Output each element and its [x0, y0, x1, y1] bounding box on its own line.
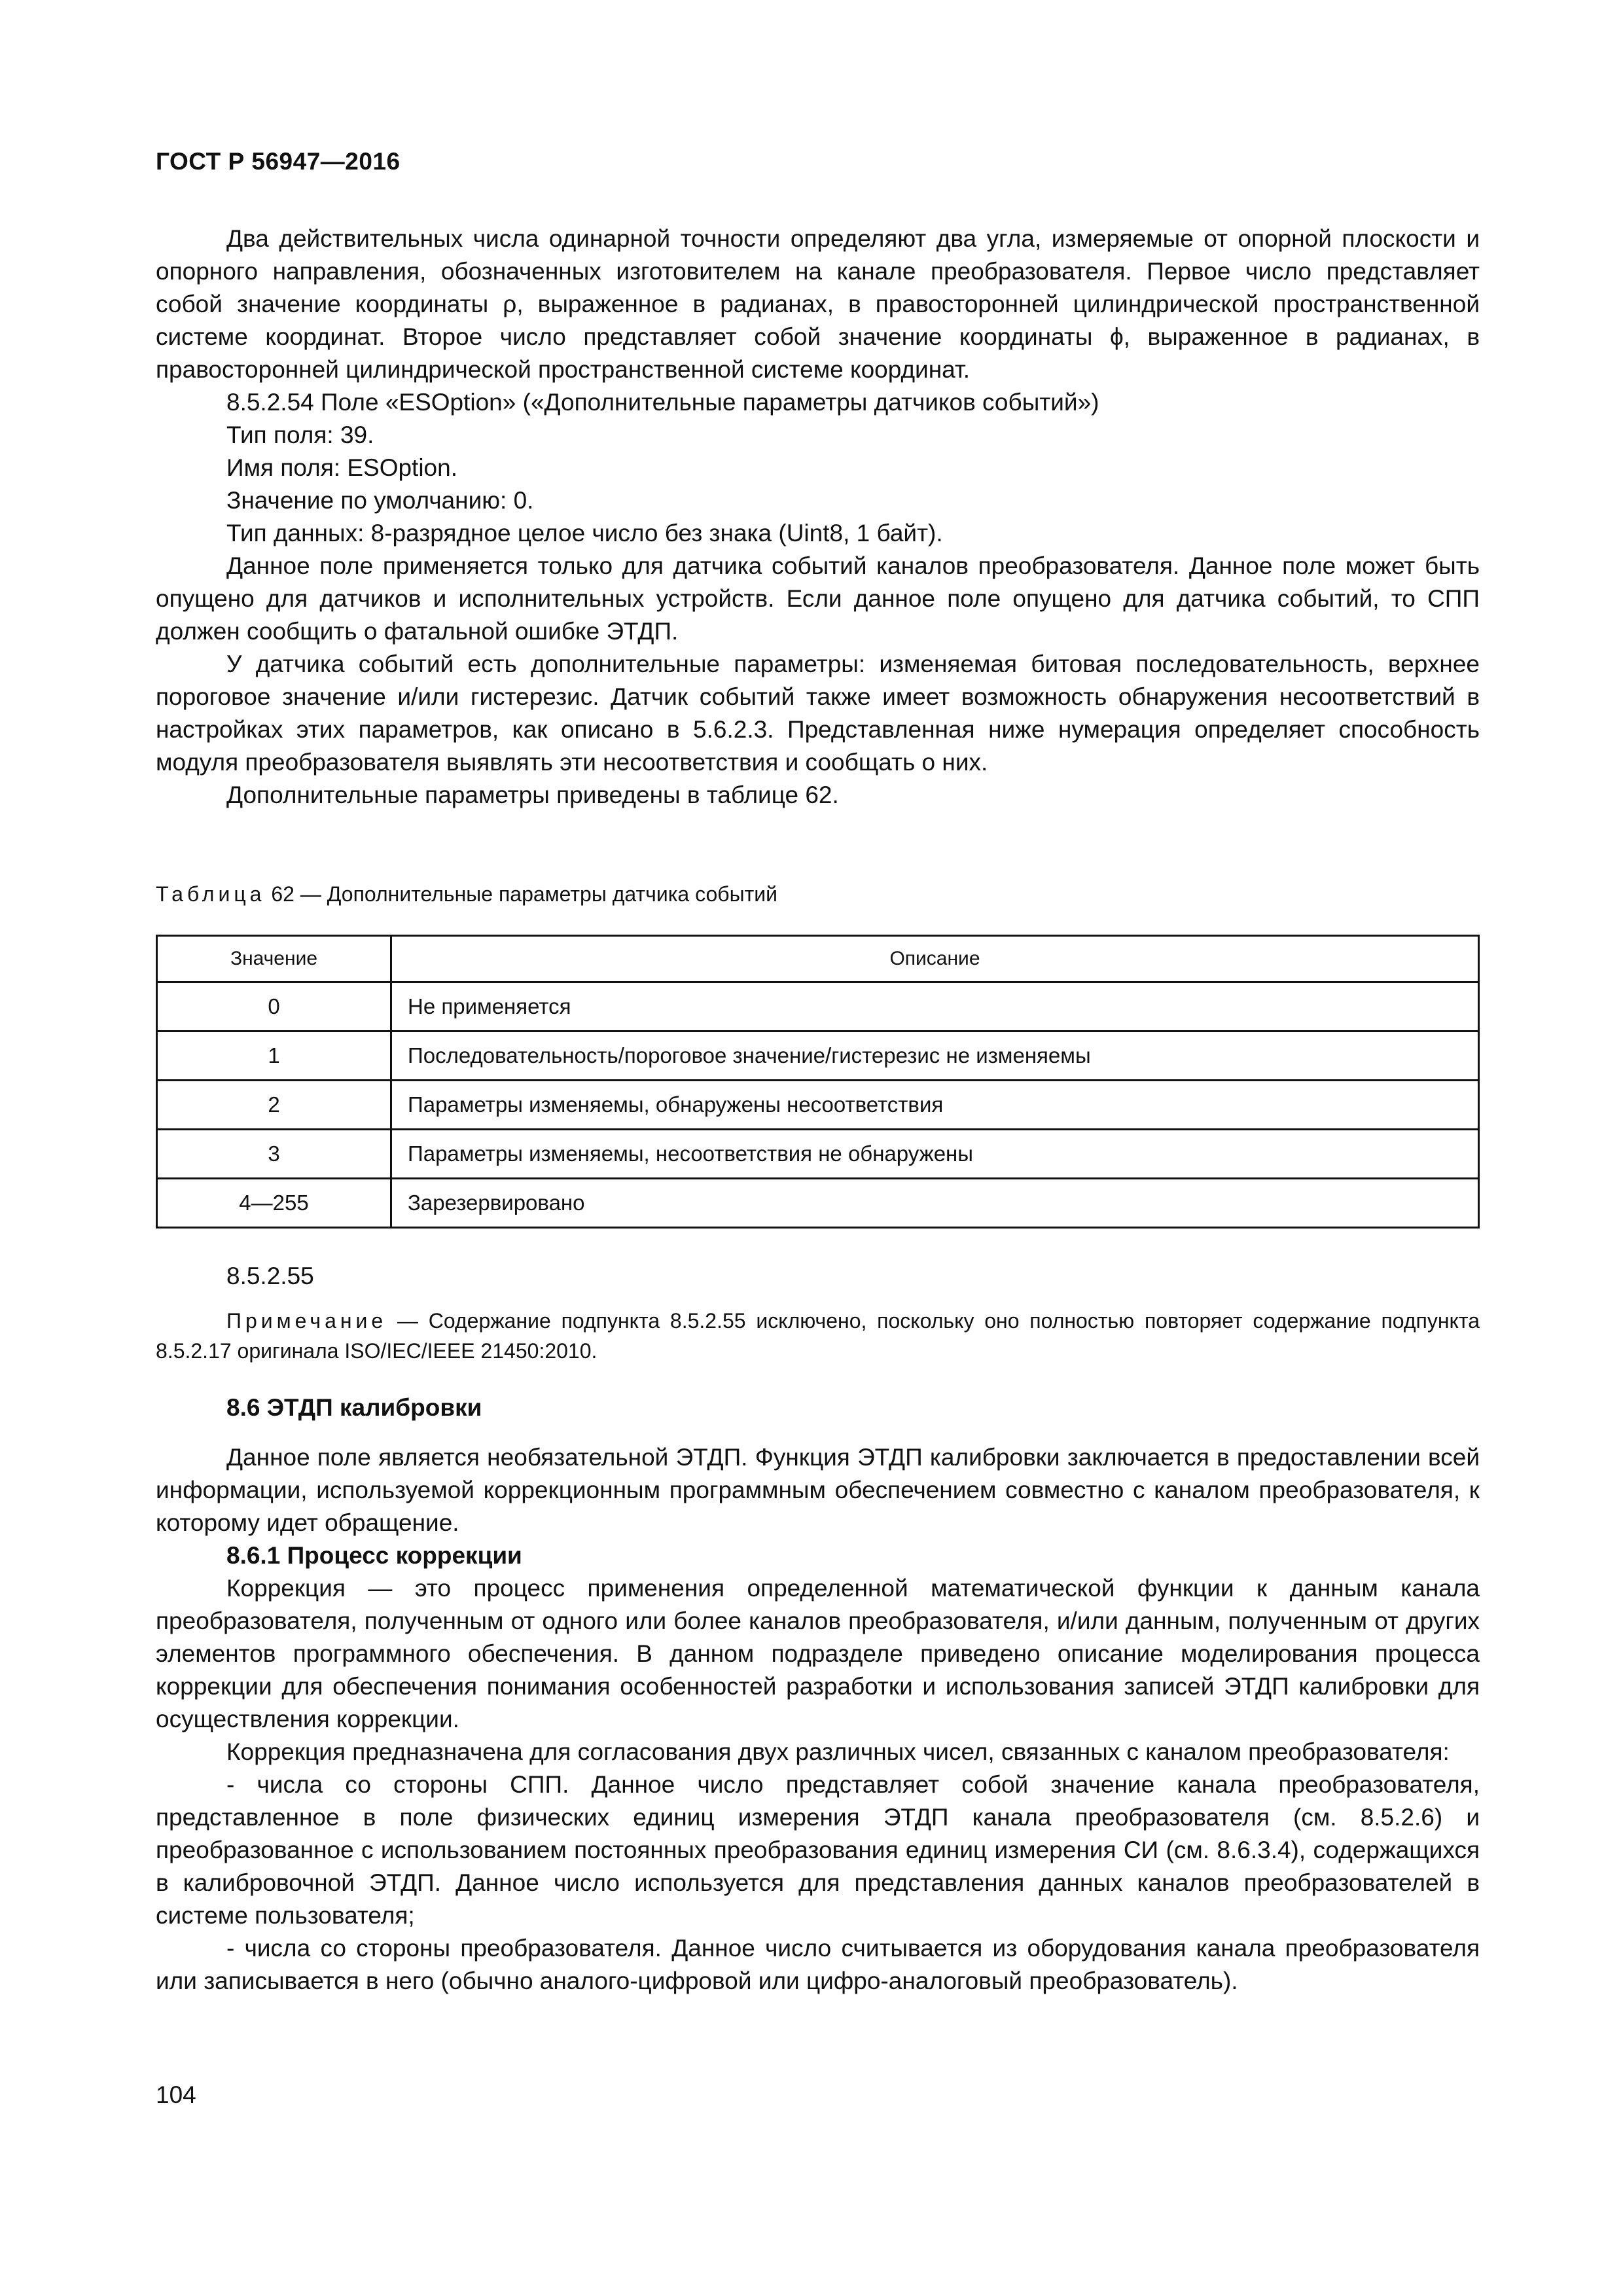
- cell-value: 4—255: [157, 1179, 391, 1228]
- clause-8-5-2-55: [156, 1260, 1480, 1293]
- note-text: — Содержание подпункта 8.5.2.55 исключено, поскольку оно полностью повторяет содержание подпункта 8.5.2.17 оригинала ISO/IEC/IEEE 21450:2010.: [156, 1309, 1480, 1363]
- cell-description: Параметры изменяемы, обнаружены несоответствия: [391, 1081, 1479, 1130]
- paragraph-calibration: Данное поле является необязательной ЭТДП. Функция ЭТДП калибровки заключается в предоставлении всей информации, используемой коррекционным программным обеспечением совместно с каналом преобразователя, к которому идет обращение.: [156, 1444, 1480, 1536]
- cell-description: Последовательность/пороговое значение/гистерезис не изменяемы: [391, 1031, 1479, 1081]
- cell-description: Зарезервировано: [391, 1179, 1479, 1228]
- field-data-type: Тип данных: 8-разрядное целое число без знака (Uint8, 1 байт).: [226, 520, 943, 547]
- cell-value: 1: [157, 1031, 391, 1081]
- document-header: ГОСТ Р 56947—2016: [156, 148, 401, 175]
- paragraph-table-ref: Дополнительные параметры приведены в таблице 62.: [226, 781, 839, 808]
- paragraph-options: У датчика событий есть дополнительные параметры: изменяемая битовая последовательность, верхнее пороговое значение и/или гистерезис. Датчик событий также имеет возможность обнаружения несоответствий в настройках этих параметров, как описано в 5.6.2.3. Представленная ниже нумерация определяет способность модуля преобразователя выявлять эти несоответствия и сообщать о них.: [156, 651, 1480, 776]
- table-caption-text: 62 — Дополнительные параметры датчика событий: [271, 882, 777, 906]
- subsection-title-8-6-1: [156, 1539, 1480, 1572]
- paragraph-usage: Данное поле применяется только для датчика событий каналов преобразователя. Данное поле может быть опущено для датчиков и исполнительных устройств. Если данное поле опущено для датчика событий, то СПП должен сообщить о фатальной ошибке ЭТДП.: [156, 552, 1480, 645]
- page-number: 104: [156, 2081, 196, 2108]
- column-header-value: Значение: [157, 936, 391, 982]
- field-type: Тип поля: 39.: [226, 422, 374, 448]
- table-row: [157, 982, 1479, 1031]
- cell-description: Не применяется: [391, 982, 1479, 1031]
- table-row: [157, 1130, 1479, 1179]
- cell-value: 0: [157, 982, 391, 1031]
- paragraph-correction: Коррекция — это процесс применения определенной математической функции к данным канала преобразователя, полученным от одного или более каналов преобразователя, и/или данным, полученным от других элементов программного обеспечения. В данном подразделе приведено описание моделирования процесса коррекции для обеспечения понимания особенностей разработки и использования записей ЭТДП калибровки для осуществления коррекции.: [156, 1575, 1480, 1732]
- clause-heading-8-5-2-54: 8.5.2.54 Поле «ESOption» («Дополнительные параметры датчиков событий»): [226, 389, 1099, 416]
- intro-block: [156, 223, 1480, 812]
- section-body: [156, 1441, 1480, 1998]
- field-default: Значение по умолчанию: 0.: [226, 487, 534, 514]
- cell-value: 2: [157, 1081, 391, 1130]
- paragraph-coordinates: Два действительных числа одинарной точности определяют два угла, измеряемые от опорной плоскости и опорного направления, обозначенных изготовителем на канале преобразователя. Первое число представляет собой значение координаты ρ, выраженное в радианах, в правосторонней цилиндрической пространственной системе координат. Второе число представляет собой значение координаты ϕ, выраженное в радианах, в правосторонней цилиндрической пространственной системе координат.: [156, 225, 1480, 383]
- table-caption-label: Таблица: [156, 882, 266, 906]
- table-header-row: [157, 936, 1479, 982]
- paragraph-correction-purpose: Коррекция предназначена для согласования двух различных чисел, связанных с каналом преобразователя:: [226, 1738, 1450, 1765]
- column-header-description: Описание: [391, 936, 1479, 982]
- table-row: [157, 1031, 1479, 1081]
- parameters-table: [156, 935, 1480, 1229]
- clause-number: 8.5.2.55: [226, 1263, 314, 1289]
- table-caption: [156, 882, 777, 906]
- field-name: Имя поля: ESOption.: [226, 454, 457, 481]
- table-row: [157, 1179, 1479, 1228]
- note-label: Примечание: [226, 1309, 387, 1333]
- subsection-title-text: 8.6.1 Процесс коррекции: [226, 1542, 522, 1569]
- table-row: [157, 1081, 1479, 1130]
- section-title-8-6: 8.6 ЭТДП калибровки: [226, 1394, 482, 1421]
- note-block: [156, 1306, 1480, 1366]
- list-item-transducer: - числа со стороны преобразователя. Данное число считывается из оборудования канала преобразователя или записывается в него (обычно аналого-цифровой или цифро-аналоговый преобразователь).: [156, 1935, 1480, 1994]
- list-item-spp: - числа со стороны СПП. Данное число представляет собой значение канала преобразователя, представленное в поле физических единиц измерения ЭТДП канала преобразователя (см. 8.5.2.6) и преобразованное с использованием постоянных преобразования единиц измерения СИ (см. 8.6.3.4), содержащихся в калибровочной ЭТДП. Данное число используется для представления данных каналов преобразователей в системе пользователя;: [156, 1771, 1480, 1929]
- cell-description: Параметры изменяемы, несоответствия не обнаружены: [391, 1130, 1479, 1179]
- cell-value: 3: [157, 1130, 391, 1179]
